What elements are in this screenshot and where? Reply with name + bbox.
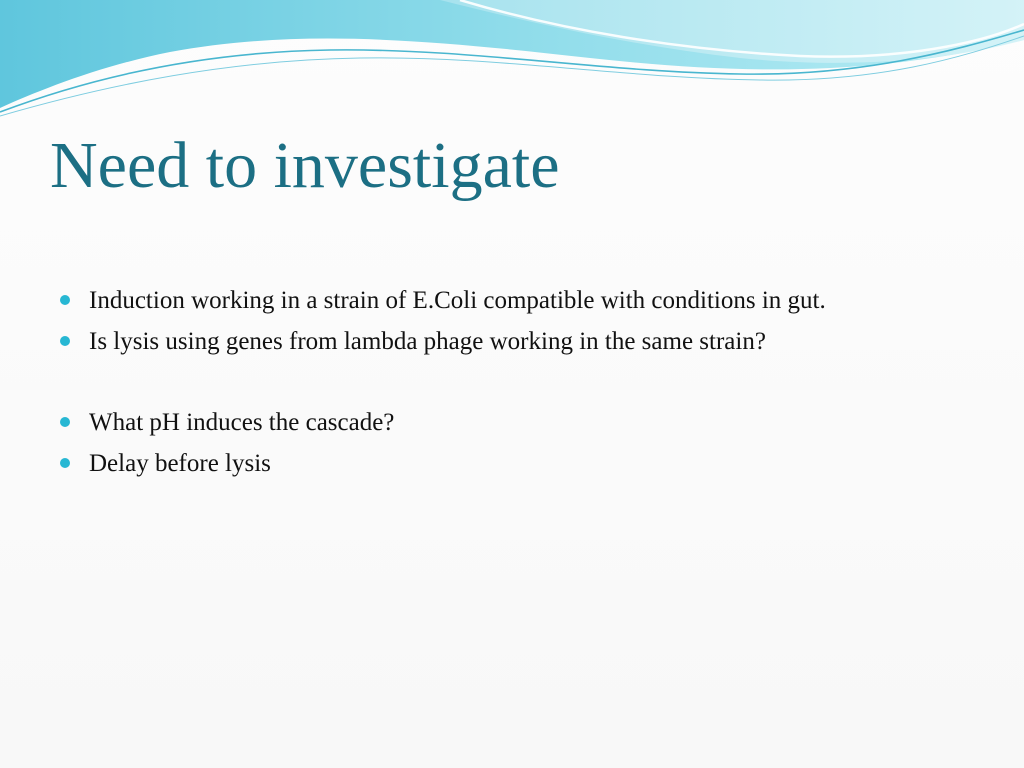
decorative-wave-header [0, 0, 1024, 130]
slide-title: Need to investigate [50, 129, 560, 202]
bullet-item [60, 445, 990, 486]
bullet-item [60, 404, 990, 445]
bullet-list [60, 282, 990, 486]
bullet-text: Is lysis using genes from lambda phage working in the same strain? [89, 328, 766, 355]
bullet-item [60, 323, 990, 364]
bullet-text: What pH induces the cascade? [89, 409, 395, 436]
bullet-item [60, 282, 990, 323]
bullet-text: Delay before lysis [89, 450, 271, 477]
bullet-dot-icon [60, 336, 70, 346]
bullet-text: Induction working in a strain of E.Coli compatible with conditions in gut. [89, 287, 826, 314]
bullet-dot-icon [60, 458, 70, 468]
bullet-dot-icon [60, 417, 70, 427]
bullet-dot-icon [60, 295, 70, 305]
